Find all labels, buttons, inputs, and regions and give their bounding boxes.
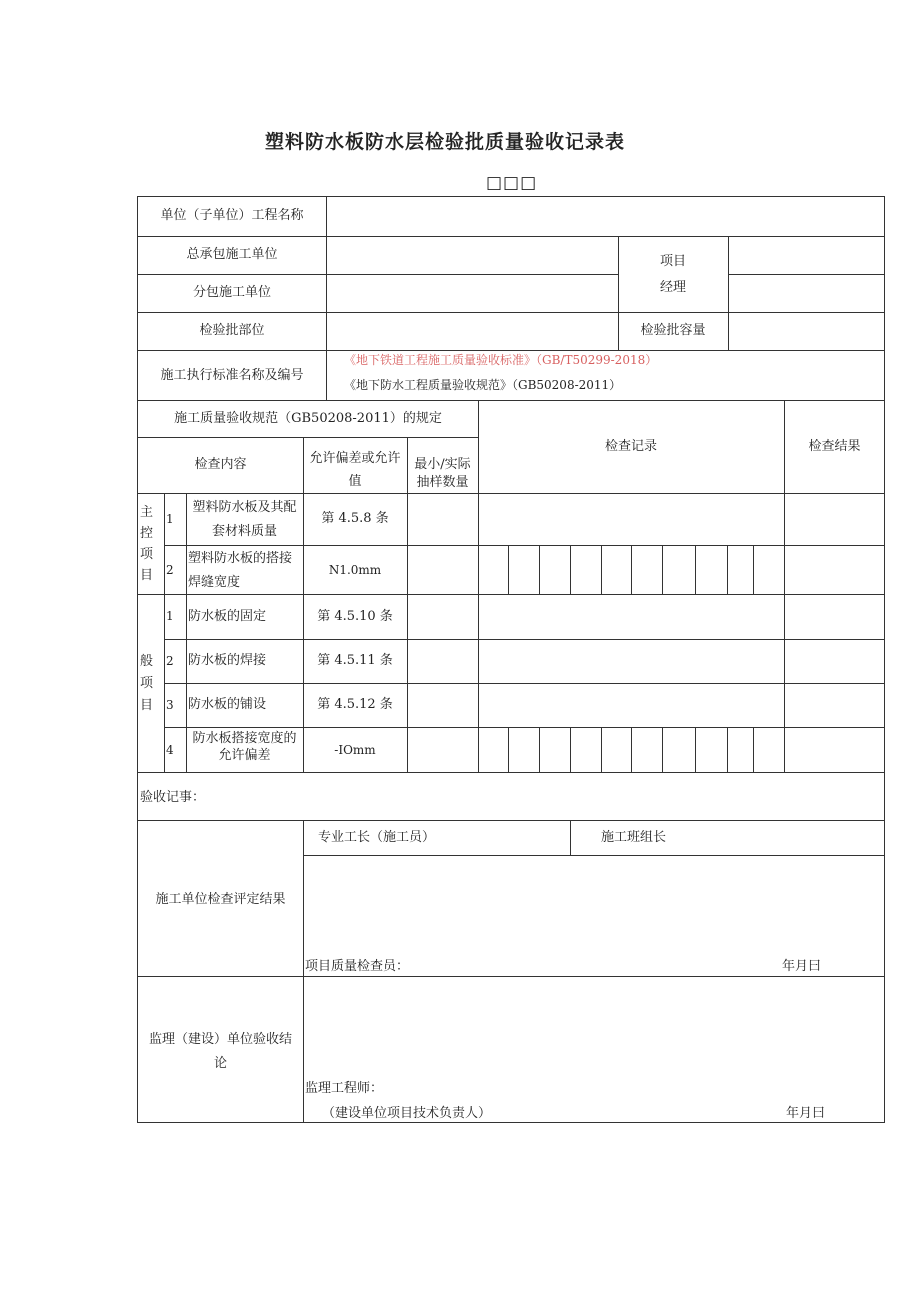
general-group-char: 般: [140, 654, 154, 669]
tolerance-header-1: 允许偏差或允许: [309, 451, 401, 466]
general-row-2-no: 2: [166, 654, 174, 668]
team-leader-label: 施工班组长: [601, 830, 667, 845]
supervision-engineer-label: 监理工程师：: [305, 1081, 384, 1096]
general-row-4-no: 4: [166, 743, 174, 757]
check-record-header: 检查记录: [604, 439, 657, 454]
form-title: 塑料防水板防水层检验批质量验收记录表: [264, 131, 625, 153]
main-group-char: 目: [140, 568, 154, 583]
general-row-1-no: 1: [166, 609, 174, 623]
main-row-2-content-2: 焊缝宽度: [188, 575, 241, 590]
general-row-1-tolerance: 第 4.5.10 条: [317, 609, 393, 624]
standard-1: 《地下铁道工程施工质量验收标准》（GB/T50299-2018）: [344, 353, 658, 367]
project-manager-label-1: 项目: [659, 254, 686, 269]
supervision-date-label: 年月曰: [786, 1106, 826, 1121]
check-content-header: 检查内容: [194, 457, 247, 472]
main-row-2-tolerance: N1.0mm: [328, 563, 382, 577]
tolerance-header-2: 值: [348, 474, 362, 489]
general-row-4-content-2: 允许偏差: [218, 748, 271, 763]
general-row-1-content: 防水板的固定: [188, 609, 267, 624]
quality-inspector-label: 项目质量检查员：: [305, 959, 410, 974]
subcontractor-label: 分包施工单位: [192, 285, 271, 300]
construction-date-label: 年月曰: [782, 959, 822, 974]
owner-tech-lead-label: （建设单位项目技术负责人）: [322, 1106, 492, 1121]
general-row-3-no: 3: [166, 698, 174, 712]
main-row-2-content-1: 塑料防水板的搭接: [188, 551, 293, 566]
general-row-3-tolerance: 第 4.5.12 条: [317, 697, 393, 712]
supervision-label-2: 论: [213, 1056, 227, 1071]
standard-label: 施工执行标准名称及编号: [160, 368, 304, 383]
general-row-3-content: 防水板的铺设: [188, 697, 267, 712]
main-group-char: 控: [140, 526, 154, 541]
main-row-1-content-2: 套材料质量: [211, 524, 277, 539]
general-group-char: 目: [140, 698, 154, 713]
main-row-1-no: 1: [166, 512, 174, 526]
unit-name-label: 单位（子单位）工程名称: [160, 208, 304, 223]
check-result-header: 检查结果: [808, 439, 861, 454]
main-row-1-tolerance: 第 4.5.8 条: [321, 511, 389, 526]
general-row-4-tolerance: -IOmm: [334, 743, 376, 757]
construction-result-label: 施工单位检查评定结果: [155, 892, 286, 907]
batch-capacity-label: 检验批容量: [640, 323, 706, 338]
form-code-placeholder: □□□: [486, 173, 538, 193]
main-row-2-no: 2: [166, 563, 174, 577]
project-manager-label-2: 经理: [659, 280, 686, 295]
general-row-2-content: 防水板的焊接: [188, 653, 267, 668]
main-group-char: 项: [140, 547, 154, 562]
general-contractor-label: 总承包施工单位: [186, 247, 278, 262]
sample-header-1: 最小/实际: [414, 457, 471, 472]
batch-location-label: 检验批部位: [199, 323, 265, 338]
spec-title: 施工质量验收规范（GB50208-2011）的规定: [174, 411, 442, 426]
general-row-4-content-1: 防水板搭接宽度的: [192, 731, 297, 746]
sample-header-2: 抽样数量: [416, 475, 469, 490]
standard-2: 《地下防水工程质量验收规范》（GB50208-2011）: [344, 378, 622, 392]
acceptance-notes-label: 验收记事：: [140, 790, 206, 805]
foreman-label: 专业工长（施工员）: [318, 830, 436, 845]
general-row-2-tolerance: 第 4.5.11 条: [317, 653, 393, 668]
general-group-char: 项: [140, 676, 154, 691]
supervision-label-1: 监理（建设）单位验收结: [148, 1032, 292, 1047]
main-group-char: 主: [140, 505, 154, 520]
main-row-1-content-1: 塑料防水板及其配: [192, 500, 297, 515]
